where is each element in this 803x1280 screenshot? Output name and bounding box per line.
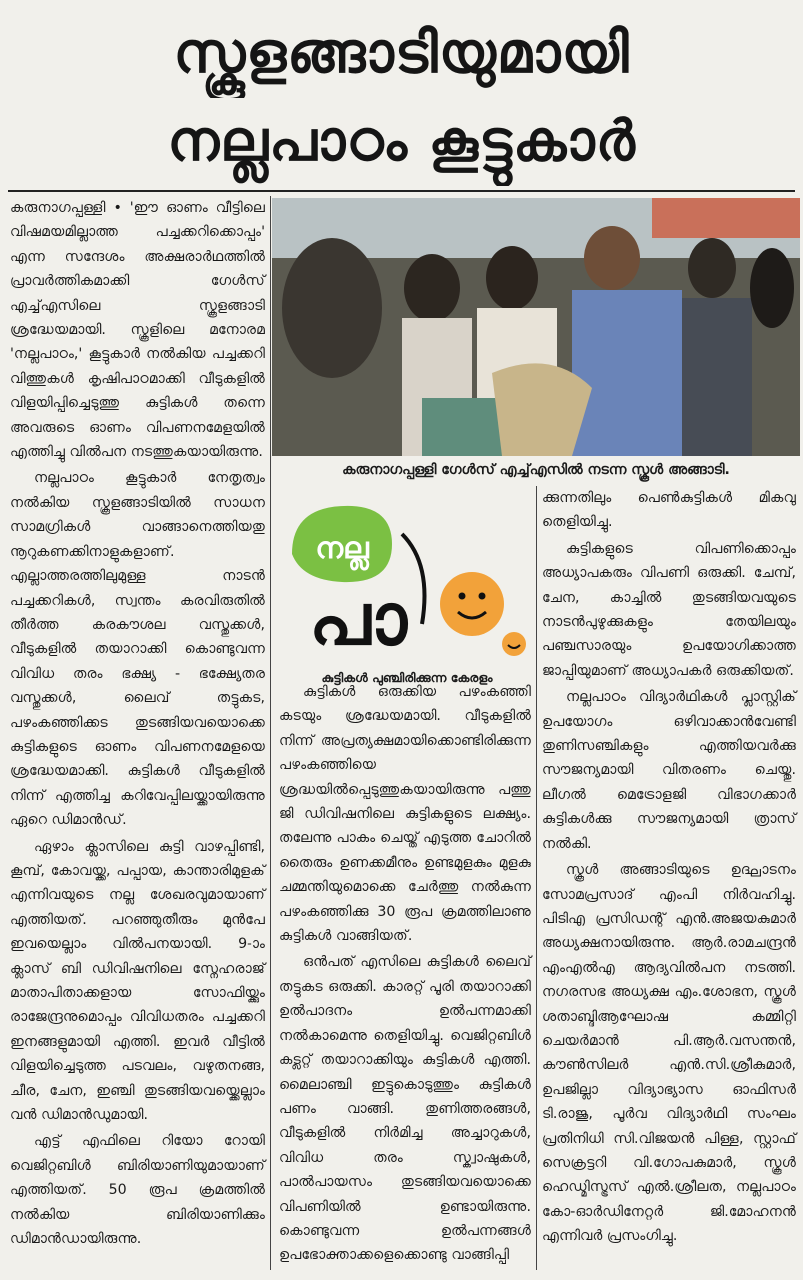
logo-tagline: കുട്ടികൾ പുഞ്ചിരിക്കുന്ന കേരളം xyxy=(321,670,493,685)
logo-word-bottom: പാ xyxy=(309,577,407,661)
col1-para-2: നല്ലപാഠം കൂട്ടുകാർ നേതൃത്വം നൽകിയ സ്കൂളങ്ങാടിയിൽ സാധന സാമഗ്രികൾ വാങ്ങാനെത്തിയതു നൂറുകണക്കിനാളുകളാണ്. എല്ലാത്തരത്തിലുമുള്ള നാടൻ പച്ചക്കറികൾ, സ്വന്തം കരവിരുതിൽ തീർത്ത കരകൗശല വസ്തുക്കൾ, വീടുകളിൽ തയാറാക്കി കൊണ്ടുവന്ന വിവിധ തരം ഭക്ഷ്യ - ഭക്ഷ്യേതര വസ്തുക്കൾ, ലൈവ് തട്ടുകട, പഴംകഞ്ഞിക്കട തുടങ്ങിയവയൊക്കെ കുട്ടികളുടെ ഓണം വിപണനമേളയെ ശ്രദ്ധേയമാക്കി. കുട്ടികൾ വീടുകളിൽ നിന്ന് എത്തിച്ച കറിവേപ്പിലയ്ക്കായിരുന്നു ഏറെ ഡിമാൻഡ്. xyxy=(10,470,265,829)
column-divider-2 xyxy=(536,486,537,1270)
col1-para-4: എട്ട് എഫിലെ റിയോ റോയി വെജിറ്റബിൾ ബിരിയാണിയുമായാണ് എത്തിയത്. 50 രൂപ ക്രമത്തിൽ നൽകിയ ബിരിയാണിക്കും ഡിമാൻഡായിരുന്നു. xyxy=(10,1133,265,1248)
headline-line-2: നല്ലപാഠം കൂട്ടുകാർ xyxy=(167,109,636,174)
col3-para-3: നല്ലപാഠം വിദ്യാർഥികൾ പ്ലാസ്റ്റിക് ഉപയോഗം ഒഴിവാക്കാൻവേണ്ടി തുണിസഞ്ചികളും എത്തിയവർക്കു സൗജന്യമായി വിതരണം ചെയ്തു. ലീഗൽ മെട്രോളജി വിഭാഗക്കാർ കുട്ടികൾക്കു സൗജന്യമായി ത്രാസ് നൽകി. xyxy=(542,689,796,852)
article-column-3 xyxy=(542,486,796,1251)
logo-word-top: നല്ല xyxy=(315,531,369,566)
col2-para-1: കുട്ടികൾ ഒരുക്കിയ പഴംകഞ്ഞി കടയും ശ്രദ്ധേയമായി. വീടുകളിൽ നിന്ന് അപ്രത്യക്ഷമായിക്കൊണ്ടിരിക്കുന്ന പഴംകഞ്ഞിയെ ശ്രദ്ധയിൽപ്പെടുത്തുകയായിരുന്നു പത്തു ജി ഡിവിഷനിലെ കുട്ടികളുടെ ലക്ഷ്യം. തലേന്നു പാകം ചെയ്ത് എടുത്ത ചോറിൽ തൈരും ഉണക്കമീനും ഉണ്ടമുളകും മുളകു ചമ്മന്തിയുമൊക്കെ ചേർത്തു നൽകുന്ന പഴംകഞ്ഞിക്കു 30 രൂപ ക്രമത്തിലാണു കുട്ടികൾ വാങ്ങിയത്. xyxy=(279,684,531,945)
article-column-1 xyxy=(10,196,265,1253)
headline xyxy=(8,10,795,186)
photo-caption: കരുനാഗപ്പള്ളി ഗേൾസ് എച്ച്എസിൽ നടന്ന സ്കൂൾ അങ്ങാടി. xyxy=(342,462,730,478)
col2-para-2: ഒൻപത് എസിലെ കുട്ടികൾ ലൈവ് തട്ടുകട ഒരുക്കി. കാരറ്റ് പൂരി തയാറാക്കി ഉൽപാദനം ഉൽപന്നമാക്കി നൽകാമെന്നു തെളിയിച്ചു. വെജിറ്റബിൾ കട്ലറ്റ് തയാറാക്കിയും കുട്ടികൾ എത്തി. മൈലാഞ്ചി ഇട്ടുകൊടുത്തും കുട്ടികൾ പണം വാങ്ങി. തുണിത്തരങ്ങൾ, വീടുകളിൽ നിർമിച്ച അച്ചാറുകൾ, വിവിധ തരം സ്ക്വാഷുകൾ, പാൽപായസം തുടങ്ങിയവയൊക്കെ വിപണിയിൽ ഉണ്ടായിരുന്നു. കൊണ്ടുവന്ന ഉൽപന്നങ്ങൾ ഉപഭോക്താക്കളെക്കൊണ്ടു വാങ്ങിപ്പി xyxy=(279,954,531,1264)
col1-para-1: കരുനാഗപ്പള്ളി • 'ഈ ഓണം വീട്ടിലെ വിഷമയമില്ലാത്ത പച്ചക്കറിക്കൊപ്പം' എന്ന സന്ദേശം അക്ഷരാർഥത്തിൽ പ്രാവർത്തികമാക്കി ഗേൾസ് എച്ച്എസിലെ സ്കൂളങ്ങാടി ശ്രദ്ധേയമായി. സ്കൂളിലെ മനോരമ 'നല്ലപാഠം,' കൂട്ടുകാർ നൽകിയ പച്ചക്കറി വിത്തുകൾ കൃഷിപാഠമാക്കി വീടുകളിൽ വിളയിപ്പിച്ചെടുത്തു കുട്ടികൾ തന്നെ അവരുടെ ഓണം വിപണനമേളയിൽ എത്തിച്ചു വിൽപന നടത്തുകയായിരുന്നു. xyxy=(10,200,265,461)
col1-para-3: ഏഴാം ക്ലാസിലെ കുട്ടി വാഴപ്പിണ്ടി, കൂമ്പ്, കോവയ്ക്ക, പപ്പായ, കാന്താരിമുളക് എന്നിവയുടെ നല്ല ശേഖരവുമായാണ് എത്തിയത്. പറഞ്ഞുതീരും മുൻപേ ഇവയെല്ലാം വിൽപനയായി. 9-ാം ക്ലാസ് ബി ഡിവിഷനിലെ സ്നേഹരാജ് മാതാപിതാക്കളായ സോഫിയ്ക്കും രാജേന്ദ്രനുമൊപ്പം വിവിധതരം പച്ചക്കറി ഇനങ്ങളുമായി എത്തി. ഇവർ വീട്ടിൽ വിളയിച്ചെടുത്ത പടവലം, വഴുതനങ്ങ, ചീര, ചേന, ഇഞ്ചി തുടങ്ങിയവയ്ക്കെല്ലാം വൻ ഡിമാൻഡുമായി. xyxy=(10,838,265,1124)
col3-para-2: കുട്ടികളുടെ വിപണിക്കൊപ്പം അധ്യാപകരും വിപണി ഒരുക്കി. ചേമ്പ്, ചേന, കാച്ചിൽ തുടങ്ങിയവയുടെ നാടൻപുഴുക്കുകളും തേയിലയും പഞ്ചസാരയും ഉപയോഗിക്കാത്ത ജാപ്പിയുമാണ് അധ്യാപകർ ഒരുക്കിയത്. xyxy=(542,540,796,679)
col3-para-4: സ്കൂൾ അങ്ങാടിയുടെ ഉദ്ഘാടനം സോമപ്രസാദ് എംപി നിർവഹിച്ചു. പിടിഎ പ്രസിഡന്റ് എൻ.അജയകുമാർ അധ്യക്ഷനായിരുന്നു. ആർ.രാമചന്ദ്രൻ എംഎൽഎ ആദ്യവിൽപന നടത്തി. നഗരസഭ അധ്യക്ഷ എം.ശോഭന, സ്കൂൾ ശതാബ്ദിആഘോഷ കമ്മിറ്റി ചെയർമാൻ പി.ആർ.വസന്തൻ, കൗൺസിലർ എൻ.സി.ശ്രീകുമാർ, ഉപജില്ലാ വിദ്യാഭ്യാസ ഓഫിസർ ടി.രാജു, പൂർവ വിദ്യാർഥി സംഘം പ്രതിനിധി സി.വിജയൻ പിള്ള, സ്റ്റാഫ് സെക്രട്ടറി വി.ഗോപകുമാർ, സ്കൂൾ ഹെഡ്മിസ്ട്രസ് എൽ.ശ്രീലത, നല്ലപാഠം കോ-ഓർഡിനേറ്റർ ജി.മോഹനൻ എന്നിവർ പ്രസംഗിച്ചു. xyxy=(542,862,796,1245)
market-photo xyxy=(272,198,800,456)
headline-rule xyxy=(8,190,795,192)
nallapadam-logo xyxy=(282,494,532,669)
col3-para-1: ക്കുന്നതിലും പെൺകുട്ടികൾ മികവു തെളിയിച്ചു. xyxy=(542,490,796,531)
column-divider-1 xyxy=(270,196,271,1270)
headline-line-1: സ്കൂളങ്ങാടിയുമായി xyxy=(173,21,630,86)
article-column-2 xyxy=(279,680,531,1270)
